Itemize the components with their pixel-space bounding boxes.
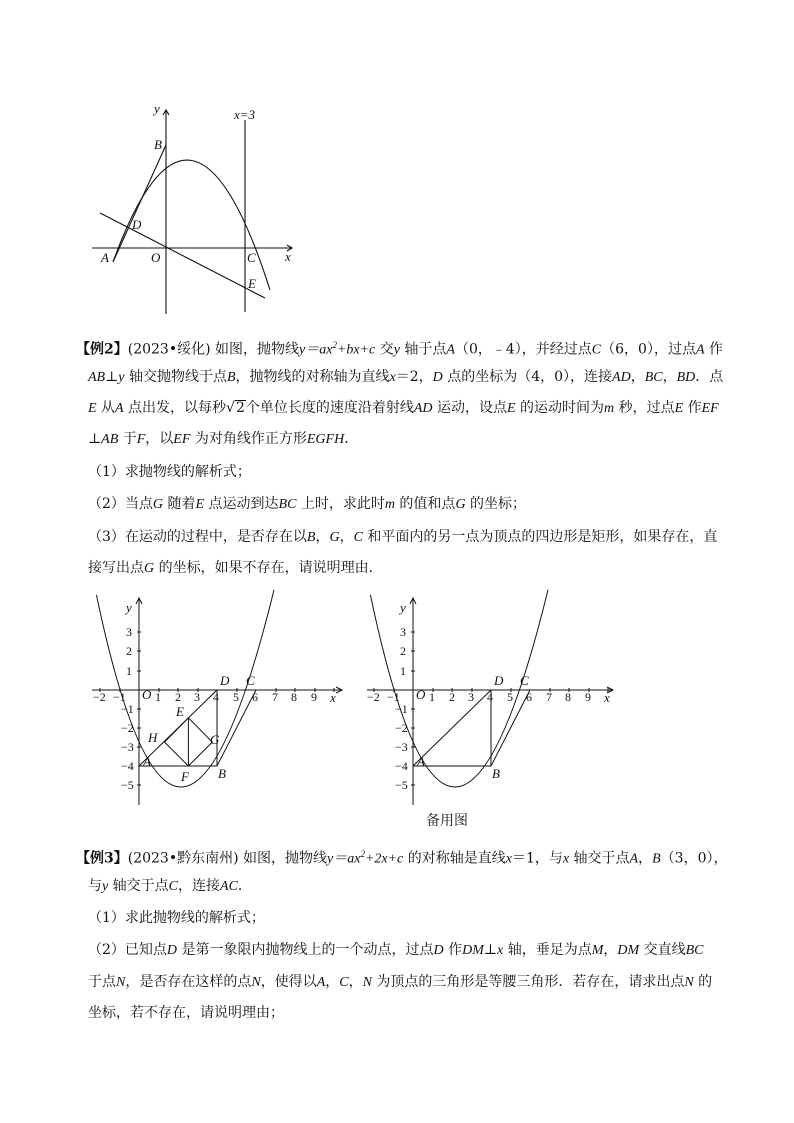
tick-y-2: 2 bbox=[126, 644, 132, 658]
example2-line-2: AB⊥y 轴交抛物线于点B，抛物线的对称轴为直线x＝2，D 点的坐标为（4，0），连接AD，BC，BD．点 bbox=[88, 369, 724, 385]
label-y: y bbox=[126, 600, 132, 615]
tick-x-2: 2 bbox=[449, 690, 455, 704]
label-B: B bbox=[492, 766, 500, 781]
tick-x-9: 9 bbox=[585, 690, 591, 704]
label-x: x bbox=[330, 690, 336, 705]
tick-y-m5: −5 bbox=[395, 778, 408, 792]
label-O: O bbox=[151, 250, 161, 265]
tick-y-1: 1 bbox=[400, 664, 406, 678]
example2-line-1: 【例2】(2023•绥化) 如图，抛物线$y=ax^2+bx+c$ 交y 轴于点A（0，﹣4），并经过点C（6，0），过点A 作 bbox=[76, 340, 723, 358]
label-H: H bbox=[148, 730, 158, 745]
label-E: E bbox=[176, 704, 184, 719]
example2-q3-line-1: （3）在运动的过程中，是否存在以B，G，C 和平面内的另一点为顶点的四边形是矩形，如果存在，直 bbox=[88, 529, 718, 545]
figure-2 bbox=[85, 590, 350, 815]
tick-x-1: 1 bbox=[429, 690, 435, 704]
label-G: G bbox=[210, 732, 220, 747]
label-x: x bbox=[604, 690, 610, 705]
label-D: D bbox=[220, 673, 230, 688]
tick-y-m2: −2 bbox=[395, 721, 408, 735]
example3-q2-line-2: 于点N，是否存在这样的点N，使得以A，C，N 为顶点的三角形是等腰三角形．若存在，请求出点N 的 bbox=[88, 974, 713, 990]
example2-source: (2023•绥化) bbox=[127, 341, 211, 358]
tick-x-m2: −2 bbox=[93, 690, 106, 704]
label-O: O bbox=[416, 687, 426, 702]
tick-x-7: 7 bbox=[272, 690, 278, 704]
tick-x-5: 5 bbox=[507, 690, 513, 704]
tick-x-1: 1 bbox=[155, 690, 161, 704]
example2-line-4: ⊥AB 于F，以EF 为对角线作正方形EGFH． bbox=[88, 431, 359, 447]
tick-x-m2: −2 bbox=[367, 690, 380, 704]
tick-x-6: 6 bbox=[526, 690, 532, 704]
tick-y-m5: −5 bbox=[121, 778, 134, 792]
tick-y-m2: −2 bbox=[121, 721, 134, 735]
label-D: D bbox=[132, 217, 142, 232]
segment-ab bbox=[113, 145, 166, 262]
label-E: E bbox=[248, 276, 256, 291]
sqrt-sign: √ bbox=[226, 400, 235, 416]
tick-x-m1: −1 bbox=[113, 690, 126, 704]
label-B: B bbox=[154, 137, 162, 152]
line-de bbox=[100, 213, 265, 298]
tick-x-9: 9 bbox=[311, 690, 317, 704]
tick-y-m3: −3 bbox=[395, 740, 408, 754]
label-C: C bbox=[520, 673, 529, 688]
example3-q2-line-1: （2）已知点D 是第一象限内抛物线上的一个动点，过点D 作DM⊥x 轴，垂足为点M，DM 交直线BC bbox=[88, 942, 704, 958]
tick-y-3: 3 bbox=[126, 625, 132, 639]
example2-q3-line-2: 接写出点G 的坐标，如果不存在，请说明理由． bbox=[88, 560, 383, 576]
label-B: B bbox=[218, 766, 226, 781]
figure-3-caption: 备用图 bbox=[426, 813, 468, 829]
label-x: x bbox=[285, 249, 291, 264]
example2-tag: 【例2】 bbox=[76, 341, 128, 358]
label-y: y bbox=[400, 600, 406, 615]
tick-y-m4: −4 bbox=[121, 759, 134, 773]
example2-q1: （1）求抛物线的解析式； bbox=[88, 464, 251, 480]
label-A: A bbox=[143, 754, 151, 769]
tick-x-3: 3 bbox=[194, 690, 200, 704]
tick-x-4: 4 bbox=[487, 690, 493, 704]
tick-y-m1: −1 bbox=[395, 702, 408, 716]
tick-x-m1: −1 bbox=[387, 690, 400, 704]
label-F: F bbox=[181, 769, 189, 784]
example2-q2: （2）当点G 随着E 点运动到达BC 上时，求此时m 的值和点G 的坐标； bbox=[88, 496, 527, 512]
label-A: A bbox=[101, 250, 109, 265]
tick-x-8: 8 bbox=[565, 690, 571, 704]
tick-x-8: 8 bbox=[291, 690, 297, 704]
label-C: C bbox=[247, 250, 256, 265]
label-D: D bbox=[494, 673, 504, 688]
tick-y-2: 2 bbox=[400, 644, 406, 658]
label-x3: x=3 bbox=[234, 107, 256, 122]
tick-x-4: 4 bbox=[213, 690, 219, 704]
example3-line-2: 与y 轴交于点C，连接AC． bbox=[88, 878, 252, 894]
tick-x-7: 7 bbox=[546, 690, 552, 704]
example3-line-1: 【例3】(2023•黔东南州) 如图，抛物线$y=ax^2+2x+c$ 的对称轴是直线x＝1，与x 轴交于点A，B（3，0）， bbox=[76, 849, 728, 867]
tick-x-6: 6 bbox=[252, 690, 258, 704]
tick-y-m1: −1 bbox=[121, 702, 134, 716]
figure-1 bbox=[85, 100, 310, 320]
example3-source: (2023•黔东南州) bbox=[127, 850, 239, 867]
figure-3 bbox=[360, 590, 620, 810]
example3-q2-line-3: 坐标，若不存在，请说明理由； bbox=[88, 1005, 284, 1021]
example2-line-3: E 从A 点出发，以每秒√2个单位长度的速度沿着射线AD 运动，设点E 的运动时间为m 秒，过点E 作EF bbox=[88, 400, 719, 416]
tick-y-m3: −3 bbox=[121, 740, 134, 754]
tick-x-3: 3 bbox=[468, 690, 474, 704]
parabola bbox=[96, 590, 274, 787]
label-O: O bbox=[142, 687, 152, 702]
tick-y-m4: −4 bbox=[395, 759, 408, 773]
tick-y-3: 3 bbox=[400, 625, 406, 639]
sqrt-2: 2 bbox=[235, 400, 245, 416]
tick-y-1: 1 bbox=[126, 664, 132, 678]
example3-q1: （1）求此抛物线的解析式； bbox=[88, 910, 265, 926]
example3-tag: 【例3】 bbox=[76, 850, 128, 867]
tick-x-5: 5 bbox=[233, 690, 239, 704]
label-A: A bbox=[417, 754, 425, 769]
label-y: y bbox=[154, 101, 160, 116]
label-C: C bbox=[246, 673, 255, 688]
tick-x-2: 2 bbox=[175, 690, 181, 704]
parabola bbox=[370, 590, 548, 787]
